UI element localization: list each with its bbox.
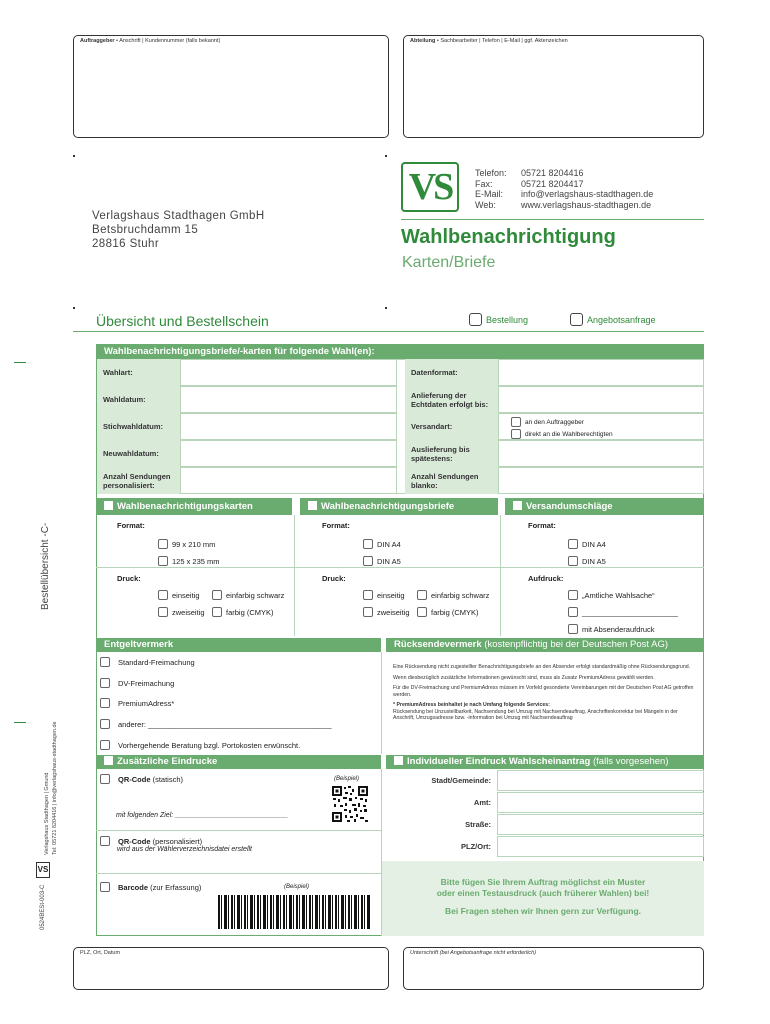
checkbox[interactable] (100, 678, 110, 688)
checkbox[interactable] (212, 607, 222, 617)
place-date-box[interactable] (73, 947, 389, 990)
checkbox[interactable] (363, 590, 373, 600)
signature-label: Unterschrift (bei Angebotsanfrage nicht erforderlich) (410, 950, 537, 956)
cards-format-125x235[interactable]: 125 x 235 mm (158, 556, 220, 566)
shipping-option-client[interactable]: an den Auftraggeber (511, 417, 584, 427)
fold-mark (385, 155, 387, 157)
contact-block: Telefon: 05721 8204416 Fax: 05721 8204417 E-Mail: info@verlagshaus-stadthagen.de Web: www.verlagshaus-stadthagen.de (475, 168, 654, 210)
fold-mark (385, 307, 387, 309)
checkbox[interactable] (363, 607, 373, 617)
postage-consultation[interactable]: Vorhergehende Beratung bzgl. Portokosten erwünscht. (100, 740, 300, 750)
page-subtitle: Karten/Briefe (402, 254, 496, 271)
checkbox[interactable] (568, 556, 578, 566)
overview-underline (73, 331, 704, 332)
offer-checkbox[interactable] (570, 313, 583, 326)
cards-checkbox[interactable] (104, 501, 113, 510)
envelopes-format-a5[interactable]: DIN A5 (568, 556, 606, 566)
fold-line-mark (14, 362, 26, 363)
cards-print-color[interactable]: farbig (CMYK) (212, 607, 274, 617)
letters-format-a5[interactable]: DIN A5 (363, 556, 401, 566)
vs-logo: VS (401, 162, 459, 212)
checkbox[interactable] (212, 590, 222, 600)
cards-format-99x210[interactable]: 99 x 210 mm (158, 539, 215, 549)
checkbox[interactable] (100, 836, 110, 846)
checkbox[interactable] (100, 774, 110, 784)
fold-mark (73, 307, 75, 309)
office-field[interactable] (497, 792, 704, 813)
page-title: Wahlbenachrichtigung (401, 226, 616, 248)
election-date-field[interactable] (180, 386, 397, 413)
side-contact: Tel: 05721 8204416 | info@verlagshaus-stadthagen.de (52, 721, 58, 855)
shipping-type-label: Versandart: (405, 413, 498, 440)
zip-city-field[interactable] (497, 836, 704, 857)
side-code: 0524BESt-003-C (40, 884, 46, 930)
cards-print-black[interactable]: einfarbig schwarz (212, 590, 284, 600)
cards-format-label: Format: (117, 521, 145, 530)
election-date-label: Wahldatum: (97, 386, 180, 413)
checkbox[interactable] (568, 624, 578, 634)
cards-print-single[interactable]: einseitig (158, 590, 200, 600)
postage-other[interactable]: anderer: ____________________________________________ (100, 719, 332, 729)
overview-title: Übersicht und Bestellschein (96, 313, 269, 329)
envelopes-format-a4[interactable]: DIN A4 (568, 539, 606, 549)
delivery-deadline-field[interactable] (498, 440, 704, 467)
data-delivery-field[interactable] (498, 386, 704, 413)
return-header: Rücksendevermerk (kostenpflichtig bei der Deutschen Post AG) (386, 638, 704, 652)
offer-option[interactable]: Angebotsanfrage (570, 313, 656, 326)
individual-imprint-header[interactable]: Individueller Eindruck Wahlscheinantrag (falls vorgesehen) (386, 755, 704, 769)
fold-line-mark (14, 722, 26, 723)
data-delivery-label: Anlieferung der Echtdaten erfolgt bis: (405, 386, 498, 413)
checkbox[interactable] (568, 607, 578, 617)
new-election-date-label: Neuwahldatum: (97, 440, 180, 467)
envelopes-format-label: Format: (528, 521, 556, 530)
checkbox[interactable] (511, 429, 521, 439)
checkbox[interactable] (363, 556, 373, 566)
postage-divider (381, 652, 382, 754)
side-logo: VS (36, 862, 50, 878)
cards-print-label: Druck: (117, 574, 141, 583)
client-box-label: Auftraggeber • Anschrift | Kundennummer (falls bekannt) (80, 38, 221, 44)
qr-example-label: (Beispiel) (334, 776, 360, 782)
place-date-label: PLZ, Ort, Datum (80, 950, 121, 956)
department-box-label: Abteilung • Sachbearbeiter | Telefon | E-Mail | ggf. Aktenzeichen (410, 38, 568, 44)
checkbox[interactable] (100, 740, 110, 750)
blank-count-field[interactable] (498, 467, 704, 494)
web-link[interactable]: www.verlagshaus-stadthagen.de (521, 199, 652, 210)
qr-target-field[interactable]: mit folgenden Ziel: _____________________________ (116, 812, 289, 819)
election-type-field[interactable] (180, 359, 397, 386)
checkbox[interactable] (100, 657, 110, 667)
extra-imprints-checkbox[interactable] (104, 756, 113, 765)
blank-count-label: Anzahl Sendungen blanko: (405, 467, 498, 494)
qr-personalized-option[interactable]: QR-Code (personalisiert) (100, 836, 202, 846)
personalized-count-label: Anzahl Sendungen personalisiert: (97, 467, 180, 494)
cta-box: Bitte fügen Sie Ihrem Auftrag möglichst ein Muster oder einen Testausdruck (auch früherer Wahlen) bei! Bei Fragen stehen wir Ihnen gern zur Verfügung. (382, 861, 704, 936)
street-field[interactable] (497, 814, 704, 835)
envelopes-header[interactable]: Versandumschläge (505, 498, 704, 515)
postage-premium[interactable]: PremiumAdress* (100, 698, 174, 708)
runoff-date-field[interactable] (180, 413, 397, 440)
return-text: Eine Rücksendung nicht zugestellter Benachrichtigungsbriefe an den Absender erfolgt standardmäßig ohne Rücksendungsgrund. Wenn diesbezüglich zusätzliche Informationen gewünscht sind, muss als Zusatz PremiumAdress gewählt werden. Für die DV-Freimachung und PremiumAdress müssen im Vorfeld gesonderte Vereinbarungen mit der Deutschen Post AG getroffen werden. * PremiumAdress beinhaltet je nach Umfang folgende Services: Rücksendung bei Unzustellbarkeit, Nachsendung bei Umzug mit Nachsendeauftrag, Anschriftenkorrektur bei Mängeln in der Anschrift, Umzugsadresse bzw. -information bei Umzug mit Nachsendeauftrag (393, 664, 694, 721)
order-option[interactable]: Bestellung (469, 313, 528, 326)
individual-imprint-checkbox[interactable] (394, 756, 403, 765)
postage-dv[interactable]: DV-Freimachung (100, 678, 174, 688)
letters-format-a4[interactable]: DIN A4 (363, 539, 401, 549)
cards-header[interactable]: Wahlbenachrichtigungskarten (96, 498, 292, 515)
zusatz-divider (96, 873, 381, 874)
checkbox[interactable] (363, 539, 373, 549)
checkbox[interactable] (100, 719, 110, 729)
barcode-image (218, 895, 370, 929)
letters-print-double[interactable]: zweiseitig (363, 607, 410, 617)
cards-print-double[interactable]: zweiseitig (158, 607, 205, 617)
checkbox[interactable] (158, 607, 168, 617)
extra-imprints-header[interactable]: Zusätzliche Eindrucke (96, 755, 381, 769)
order-checkbox[interactable] (469, 313, 482, 326)
zip-city-label: PLZ/Ort: (382, 836, 497, 857)
letters-checkbox[interactable] (308, 501, 317, 510)
delivery-deadline-label: Auslieferung bis spätestens: (405, 440, 498, 467)
client-address-box[interactable] (73, 35, 389, 138)
data-format-field[interactable] (498, 359, 704, 386)
checkbox[interactable] (568, 539, 578, 549)
product-divider (294, 515, 295, 636)
product-divider (500, 515, 501, 636)
side-company: Verlagshaus Stadthagen | Gmund (44, 772, 50, 855)
city-label: Stadt/Gemeinde: (382, 770, 497, 791)
letters-print-label: Druck: (322, 574, 346, 583)
checkbox[interactable] (568, 590, 578, 600)
zusatz-divider (96, 830, 381, 831)
shipping-type-options (498, 413, 704, 440)
letters-print-color[interactable]: farbig (CMYK) (417, 607, 479, 617)
column-gap (397, 359, 405, 494)
envelopes-print-sender[interactable]: mit Absenderaufdruck (568, 624, 655, 634)
barcode-option[interactable]: Barcode (zur Erfassung) (100, 882, 201, 892)
letters-format-label: Format: (322, 521, 350, 530)
checkbox[interactable] (100, 882, 110, 892)
postage-standard[interactable]: Standard-Freimachung (100, 657, 195, 667)
signature-box[interactable] (403, 947, 704, 990)
contact-divider (401, 219, 704, 220)
checkbox[interactable] (100, 698, 110, 708)
personalized-count-field[interactable] (180, 467, 397, 494)
postage-header: Entgeltvermerk (96, 638, 381, 652)
qr-code-image (331, 785, 369, 823)
checkbox[interactable] (417, 607, 427, 617)
letters-print-single[interactable]: einseitig (363, 590, 405, 600)
checkbox[interactable] (158, 556, 168, 566)
elections-header: Wahlbenachrichtigungsbriefe/-karten für folgende Wahl(en): (96, 344, 704, 359)
fold-mark (73, 155, 75, 157)
checkbox[interactable] (417, 590, 427, 600)
runoff-date-label: Stichwahldatum: (97, 413, 180, 440)
city-field[interactable] (497, 770, 704, 791)
shipping-option-voters[interactable]: direkt an die Wahlberechtigten (511, 429, 613, 439)
envelopes-checkbox[interactable] (513, 501, 522, 510)
product-divider (96, 567, 704, 568)
checkbox[interactable] (158, 539, 168, 549)
qr-static-option[interactable]: QR-Code (statisch) (100, 774, 183, 784)
publisher-address: Verlagshaus Stadthagen GmbH Betsbruchdamm 15 28816 Stuhr (92, 210, 265, 250)
envelopes-print-custom[interactable]: _______________________ (568, 607, 678, 617)
email-link[interactable]: info@verlagshaus-stadthagen.de (521, 189, 654, 199)
letters-header[interactable]: Wahlbenachrichtigungsbriefe (300, 498, 498, 515)
letters-print-black[interactable]: einfarbig schwarz (417, 590, 489, 600)
data-format-label: Datenformat: (405, 359, 498, 386)
checkbox[interactable] (158, 590, 168, 600)
election-type-label: Wahlart: (97, 359, 180, 386)
new-election-date-field[interactable] (180, 440, 397, 467)
qr-personalized-note: wird aus der Wählerverzeichnisdatei erstellt (117, 846, 252, 853)
envelopes-print-official[interactable]: „Amtliche Wahlsache“ (568, 590, 655, 600)
street-label: Straße: (382, 814, 497, 835)
office-label: Amt: (382, 792, 497, 813)
checkbox[interactable] (511, 417, 521, 427)
envelopes-print-label: Aufdruck: (528, 574, 564, 583)
side-title: Bestellübersicht -C- (40, 522, 51, 610)
barcode-example-label: (Beispiel) (284, 884, 310, 890)
department-box[interactable] (403, 35, 704, 138)
